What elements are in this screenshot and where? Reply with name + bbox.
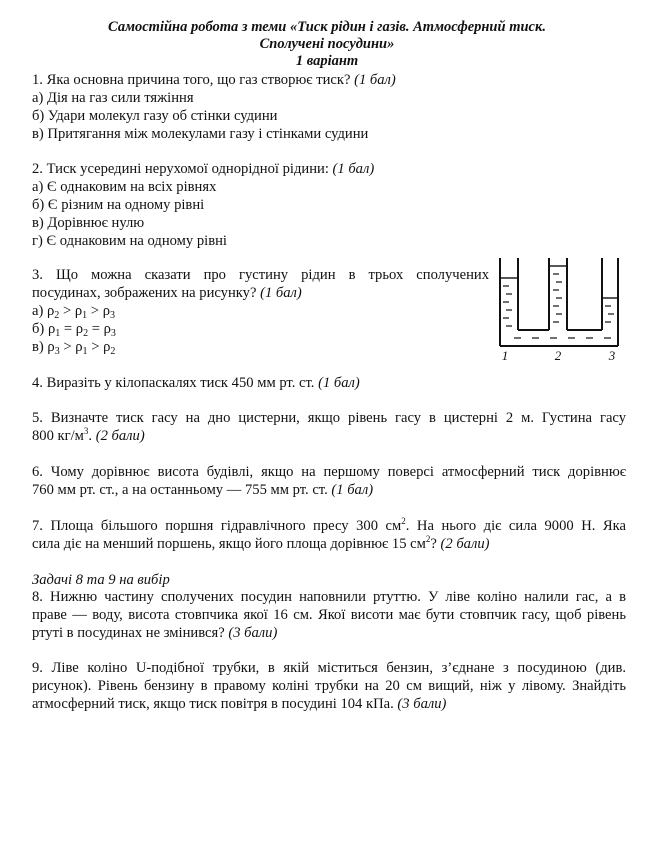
q7-line-1: 7. Площа більшого поршня гідравлічного пресу 300 $см^2$. На нього діє сила 9000 Н. Яка: [32, 516, 626, 534]
q3-option-c: в) $\rho_3 > \rho_1 > \rho_2$: [32, 339, 116, 357]
q8-line-1: 8. Нижню частину сполучених посудин наповнили ртуттю. У ліве коліно налили гас, а в: [32, 589, 626, 605]
title-line-2: Сполучені посудини»: [259, 36, 395, 52]
q2-option-a: а) Є однаковим на всіх рівнях: [32, 179, 217, 195]
title-line-1: Самостійна робота з теми «Тиск рідин і газів. Атмосферний тиск.: [108, 19, 546, 35]
connected-vessels-figure: [494, 252, 624, 364]
q8-line-2: праве — воду, висота стовпчика якої 16 см. Якої висоти має бути стовпчик гасу, щоб рівень: [32, 607, 626, 623]
q6-points: (1 бал): [331, 482, 374, 498]
q8-points: (3 бали): [228, 625, 278, 641]
q1-option-c: в) Притягання між молекулами газу і стінками судини: [32, 126, 369, 142]
q5-points: (2 бали): [95, 428, 145, 444]
q4-points: (1 бал): [318, 375, 360, 391]
choice-note: Задачі 8 та 9 на вибір: [32, 572, 170, 588]
q3-option-a: а) $\rho_2 > \rho_1 > \rho_3$: [32, 303, 115, 321]
q5-line-1: 5. Визначте тиск гасу на дно цистерни, якщо рівень гасу в цистерні 2 м. Густина гасу: [32, 410, 626, 426]
header: [0, 19, 654, 70]
q3-points: (1 бал): [260, 285, 302, 301]
q1-option-a: а) Дія на газ сили тяжіння: [32, 90, 194, 106]
q5-line-2: 800 $кг/м^3$. (2 бали): [32, 426, 145, 444]
q2-text: 2. Тиск усередині нерухомої однорідної рідини: (1 бал): [32, 161, 375, 177]
q1-points: (1 бал): [354, 72, 396, 88]
q2-option-b: б) Є різним на одному рівні: [32, 197, 205, 213]
q3-line-1: 3. Що можна сказати про густину рідин в трьох сполучених: [32, 267, 489, 283]
q1-text: 1. Яка основна причина того, що газ створює тиск? (1 бал): [32, 72, 396, 88]
q8-line-3: ртуті в посудинах не змінився? (3 бали): [32, 625, 278, 641]
q3-line-2: посудинах, зображених на рисунку? (1 бал): [32, 285, 302, 301]
q9-points: (3 бали): [397, 696, 447, 712]
q2-points: (1 бал): [332, 161, 375, 177]
q6-line-1: 6. Чому дорівнює висота будівлі, якщо на першому поверсі атмосферний тиск дорівнює: [32, 464, 626, 480]
q9-line-3: атмосферний тиск, якщо тиск повітря в посудині 104 кПа. (3 бали): [32, 696, 447, 712]
q2-option-d: г) Є однаковим на одному рівні: [32, 233, 227, 249]
figure-label-3: 3: [608, 348, 616, 363]
q3-option-b: б) $\rho_1 = \rho_2 = \rho_3$: [32, 321, 116, 339]
figure-label-1: 1: [501, 348, 509, 363]
q4-text: 4. Виразіть у кілопаскалях тиск 450 мм рт. ст. (1 бал): [32, 375, 360, 391]
figure-label-2: 2: [554, 348, 562, 363]
q7-line-2: сила діє на менший поршень, якщо його площа дорівнює 15 $см^2$? (2 бали): [32, 534, 490, 552]
q9-line-2: рисунок). Рівень бензину в правому коліні трубки на 20 см вищий, ніж у лівому. Знайдіть: [32, 678, 626, 694]
q2-option-c: в) Дорівнює нулю: [32, 215, 145, 231]
q9-line-1: 9. Ліве коліно U-подібної трубки, в якій міститься бензин, з’єднане з посудиною (див.: [32, 660, 626, 676]
q1-option-b: б) Удари молекул газу об стінки судини: [32, 108, 278, 124]
q6-line-2: 760 мм рт. ст., а на останньому — 755 мм рт. ст. (1 бал): [32, 482, 374, 498]
variant-label: 1 варіант: [295, 53, 359, 69]
q7-points: (2 бали): [440, 536, 490, 552]
